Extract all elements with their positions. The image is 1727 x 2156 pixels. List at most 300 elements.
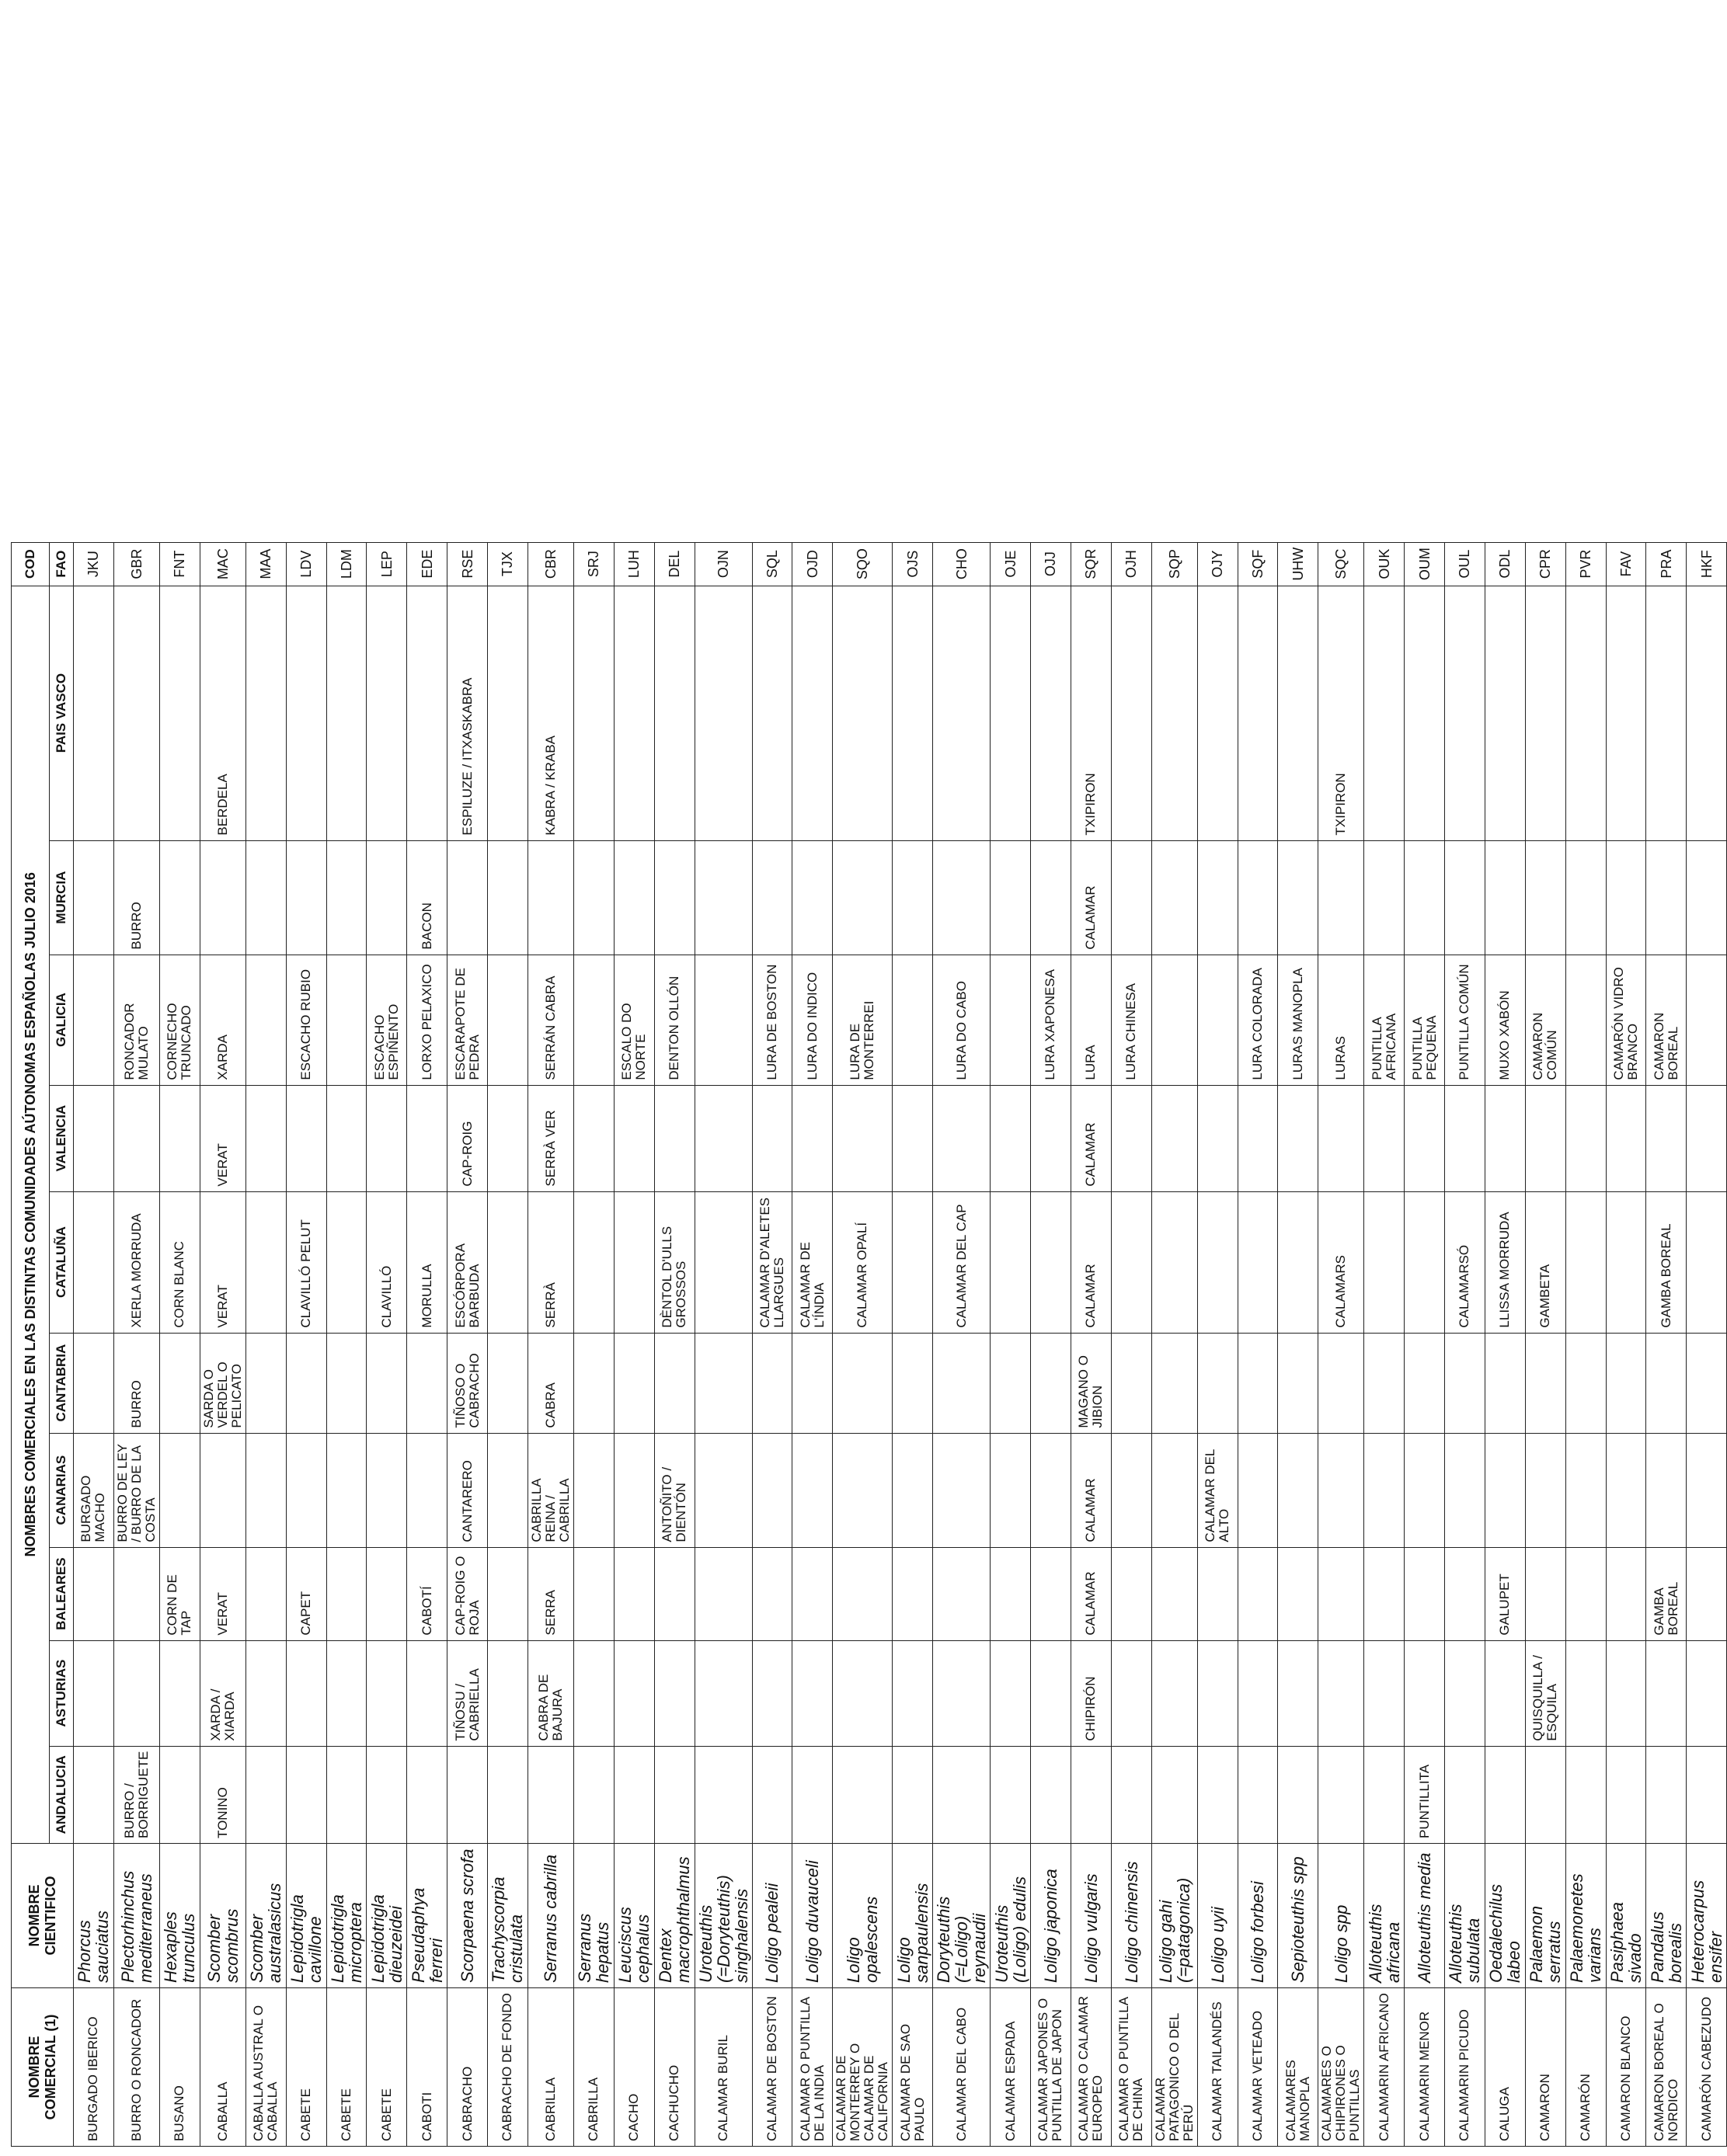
region-name-cell	[1031, 1085, 1071, 1191]
region-name-cell	[326, 1433, 367, 1547]
fao-code-cell: PRA	[1646, 542, 1687, 586]
header-regions-group: NOMBRES COMERCIALES EN LAS DISTINTAS COMUNIDADES AÚTONOMAS ESPAÑOLAS JULIO 2016	[12, 586, 50, 1843]
region-name-cell	[752, 1433, 792, 1547]
common-name-cell: CALAMARES O CHIPIRONES O PUNTILLAS	[1318, 1988, 1364, 2147]
fao-code-cell: SQF	[1238, 542, 1278, 586]
region-name-cell	[1445, 1333, 1485, 1433]
scientific-name-cell: Doryteuthis (=Loligo) reynaudii	[933, 1844, 991, 1988]
fao-code-cell: UHW	[1278, 542, 1318, 586]
region-name-cell	[245, 1746, 286, 1843]
region-name-cell	[326, 1085, 367, 1191]
table-body	[74, 542, 1727, 2146]
common-name-cell: CABETE	[367, 1988, 407, 2147]
region-name-cell	[113, 1085, 159, 1191]
common-name-cell: CABOTI	[407, 1988, 447, 2147]
region-name-cell	[367, 1640, 407, 1746]
region-name-cell	[159, 586, 200, 840]
region-name-cell	[752, 1640, 792, 1746]
region-name-cell	[752, 1085, 792, 1191]
scientific-name-cell: Alloteuthis media	[1405, 1844, 1445, 1988]
fao-code-cell: OUM	[1405, 542, 1445, 586]
common-name-cell: CAMARON BLANCO	[1606, 1988, 1646, 2147]
common-name-cell: CALAMAR TAILANDÉS	[1197, 1988, 1238, 2147]
header-region-7: GALICIA	[50, 955, 74, 1085]
region-name-cell: CORN DE TAP	[159, 1547, 200, 1640]
table-row	[1565, 542, 1606, 2146]
region-name-cell	[1646, 1746, 1687, 1843]
region-name-cell	[1364, 840, 1405, 955]
region-name-cell	[447, 1746, 488, 1843]
common-name-cell: BURRO O RONCADOR	[113, 1988, 159, 2147]
region-name-cell	[1278, 586, 1318, 840]
table-row	[74, 542, 114, 2146]
region-name-cell	[159, 1746, 200, 1843]
fao-code-cell: SQR	[1071, 542, 1111, 586]
region-name-cell	[1151, 1191, 1197, 1333]
table-row	[991, 542, 1031, 2146]
region-name-cell	[573, 1640, 614, 1746]
region-name-cell	[1687, 1547, 1727, 1640]
fao-code-cell: EDE	[407, 542, 447, 586]
region-name-cell	[792, 1547, 833, 1640]
header-fao: FAO	[50, 542, 74, 586]
region-name-cell	[159, 1433, 200, 1547]
region-name-cell	[1364, 1085, 1405, 1191]
region-name-cell	[1197, 1191, 1238, 1333]
region-name-cell: CALAMAR	[1071, 1085, 1111, 1191]
scientific-name-cell: Lepidotrigla dieuzeidei	[367, 1844, 407, 1988]
fao-code-cell: SQP	[1151, 542, 1197, 586]
region-name-cell	[1111, 1433, 1151, 1547]
fao-code-cell: MAC	[200, 542, 245, 586]
region-name-cell	[1364, 586, 1405, 840]
region-name-cell	[367, 1433, 407, 1547]
region-name-cell	[614, 840, 654, 955]
region-name-cell	[1278, 1640, 1318, 1746]
scientific-name-cell: Loligo spp	[1318, 1844, 1364, 1988]
common-name-cell: CALAMAR BURIL	[695, 1988, 752, 2147]
region-name-cell	[1687, 1433, 1727, 1547]
header-region-3: CANARIAS	[50, 1433, 74, 1547]
region-name-cell	[752, 586, 792, 840]
region-name-cell	[1405, 1191, 1445, 1333]
region-name-cell: DÈNTOL D'ULLS GROSSOS	[654, 1191, 695, 1333]
fao-code-cell: OJE	[991, 542, 1031, 586]
table-row	[1364, 542, 1405, 2146]
region-name-cell	[792, 1640, 833, 1746]
table-row	[1238, 542, 1278, 2146]
common-name-cell: BUSANO	[159, 1988, 200, 2147]
region-name-cell	[1525, 1333, 1565, 1433]
region-name-cell	[286, 1433, 326, 1547]
scientific-name-cell: Loligo vulgaris	[1071, 1844, 1111, 1988]
fao-code-cell: RSE	[447, 542, 488, 586]
region-name-cell	[1318, 840, 1364, 955]
table-row	[286, 542, 326, 2146]
common-name-cell: CALAMAR O PUNTILLA DE CHINA	[1111, 1988, 1151, 2147]
region-name-cell: CALAMAR DEL ALTO	[1197, 1433, 1238, 1547]
common-name-cell: CALAMAR O CALAMAR EUROPEO	[1071, 1988, 1111, 2147]
common-name-cell: CABETE	[286, 1988, 326, 2147]
region-name-cell	[407, 1085, 447, 1191]
region-name-cell: PUNTILLA AFRICANA	[1364, 955, 1405, 1085]
region-name-cell: LURA XAPONESA	[1031, 955, 1071, 1085]
region-name-cell	[933, 1547, 991, 1640]
region-name-cell	[245, 1547, 286, 1640]
region-name-cell	[695, 1746, 752, 1843]
scientific-name-cell: Loligo chinensis	[1111, 1844, 1151, 1988]
region-name-cell	[1445, 1547, 1485, 1640]
region-name-cell	[74, 1746, 114, 1843]
common-name-cell: CALAMAR JAPONES O PUNTILLA DE JAPON	[1031, 1988, 1071, 2147]
region-name-cell	[1445, 840, 1485, 955]
table-row	[1606, 542, 1646, 2146]
region-name-cell: CORN BLANC	[159, 1191, 200, 1333]
region-name-cell: BURGADO MACHO	[74, 1433, 114, 1547]
header-region-0: ANDALUCIA	[50, 1746, 74, 1843]
table-row	[159, 542, 200, 2146]
region-name-cell	[933, 840, 991, 955]
region-name-cell	[1565, 1433, 1606, 1547]
region-name-cell: GAMBA BOREAL	[1646, 1547, 1687, 1640]
region-name-cell: MORULLA	[407, 1191, 447, 1333]
region-name-cell	[1197, 1640, 1238, 1746]
region-name-cell	[752, 840, 792, 955]
region-name-cell	[1445, 1085, 1485, 1191]
region-name-cell: PUNTILLA COMÚN	[1445, 955, 1485, 1085]
region-name-cell	[245, 1085, 286, 1191]
region-name-cell	[1445, 586, 1485, 840]
region-name-cell	[1071, 1746, 1111, 1843]
scientific-name-cell: Scomber scombrus	[200, 1844, 245, 1988]
region-name-cell: ANTOÑITO / DIENTÓN	[654, 1433, 695, 1547]
region-name-cell: VERAT	[200, 1191, 245, 1333]
fao-code-cell: PVR	[1565, 542, 1606, 586]
region-name-cell: ESCALO DO NORTE	[614, 955, 654, 1085]
region-name-cell	[245, 1333, 286, 1433]
region-name-cell	[1031, 1333, 1071, 1433]
region-name-cell: DENTON OLLÓN	[654, 955, 695, 1085]
region-name-cell: CLAVILLÓ	[367, 1191, 407, 1333]
region-name-cell: CALAMARS	[1318, 1191, 1364, 1333]
region-name-cell	[1606, 1085, 1646, 1191]
region-name-cell	[488, 1333, 528, 1433]
region-name-cell	[1031, 840, 1071, 955]
common-name-cell: CABRACHO DE FONDO	[488, 1988, 528, 2147]
region-name-cell	[933, 1640, 991, 1746]
common-name-cell: CAMARON BOREAL O NORDICO	[1646, 1988, 1687, 2147]
scientific-name-cell: Hexaples trunculus	[159, 1844, 200, 1988]
region-name-cell	[893, 955, 933, 1085]
region-name-cell	[1646, 840, 1687, 955]
region-name-cell: SERRÁN CABRA	[528, 955, 573, 1085]
region-name-cell: CABRA	[528, 1333, 573, 1433]
region-name-cell	[367, 1746, 407, 1843]
region-name-cell	[1364, 1333, 1405, 1433]
region-name-cell	[1485, 1085, 1525, 1191]
region-name-cell	[1565, 1547, 1606, 1640]
common-name-cell: CALAMARES MANOPLA	[1278, 1988, 1318, 2147]
region-name-cell	[74, 840, 114, 955]
region-name-cell	[1031, 1433, 1071, 1547]
region-name-cell	[113, 586, 159, 840]
scientific-name-cell: Heterocarpus ensifer	[1687, 1844, 1727, 1988]
region-name-cell	[614, 1640, 654, 1746]
region-name-cell	[1278, 1746, 1318, 1843]
region-name-cell	[991, 1433, 1031, 1547]
region-name-cell	[1238, 1085, 1278, 1191]
region-name-cell: ESCACHO ESPIÑENTO	[367, 955, 407, 1085]
scientific-name-cell: Loligo sanpaulensis	[893, 1844, 933, 1988]
region-name-cell	[991, 1746, 1031, 1843]
region-name-cell	[74, 1085, 114, 1191]
region-name-cell: TIÑOSU / CABRIELLA	[447, 1640, 488, 1746]
common-name-cell: CAMARON	[1525, 1988, 1565, 2147]
scientific-name-cell: Alloteuthis subulata	[1445, 1844, 1485, 1988]
table-row	[1445, 542, 1485, 2146]
region-name-cell	[1031, 1547, 1071, 1640]
region-name-cell	[1565, 955, 1606, 1085]
header-region-1: ASTURIAS	[50, 1640, 74, 1746]
region-name-cell	[573, 955, 614, 1085]
region-name-cell: GAMBA BOREAL	[1646, 1191, 1687, 1333]
region-name-cell	[488, 1433, 528, 1547]
region-name-cell	[1111, 1085, 1151, 1191]
region-name-cell: CALAMAR DE L'ÍNDIA	[792, 1191, 833, 1333]
fao-code-cell: OUK	[1364, 542, 1405, 586]
region-name-cell	[695, 1640, 752, 1746]
region-name-cell	[113, 1547, 159, 1640]
region-name-cell: CORNECHO TRUNCADO	[159, 955, 200, 1085]
region-name-cell	[1646, 1433, 1687, 1547]
region-name-cell	[933, 1433, 991, 1547]
region-name-cell	[573, 840, 614, 955]
region-name-cell	[1565, 1191, 1606, 1333]
region-name-cell	[991, 1085, 1031, 1191]
table-row	[528, 542, 573, 2146]
region-name-cell	[1278, 1333, 1318, 1433]
region-name-cell: XERLA MORRUDA	[113, 1191, 159, 1333]
region-name-cell	[893, 1085, 933, 1191]
region-name-cell	[614, 1085, 654, 1191]
region-name-cell	[159, 1085, 200, 1191]
region-name-cell	[1687, 1746, 1727, 1843]
region-name-cell	[1687, 1640, 1727, 1746]
region-name-cell	[933, 586, 991, 840]
region-name-cell	[695, 955, 752, 1085]
region-name-cell	[367, 1333, 407, 1433]
region-name-cell	[1318, 1433, 1364, 1547]
region-name-cell	[1646, 1640, 1687, 1746]
region-name-cell	[1687, 586, 1727, 840]
common-name-cell: CALAMAR VETEADO	[1238, 1988, 1278, 2147]
common-name-cell: CACHUCHO	[654, 1988, 695, 2147]
region-name-cell	[933, 1746, 991, 1843]
region-name-cell	[1238, 1547, 1278, 1640]
fao-code-cell: GBR	[113, 542, 159, 586]
region-name-cell	[654, 1085, 695, 1191]
table-row	[367, 542, 407, 2146]
table-row	[654, 542, 695, 2146]
fao-code-cell: FAV	[1606, 542, 1646, 586]
region-name-cell	[286, 1640, 326, 1746]
region-name-cell: CALAMAR	[1071, 840, 1111, 955]
scientific-name-cell: Serranus cabrilla	[528, 1844, 573, 1988]
region-name-cell	[1485, 1640, 1525, 1746]
region-name-cell	[1111, 1191, 1151, 1333]
region-name-cell: LURA DO CABO	[933, 955, 991, 1085]
table-row	[1405, 542, 1445, 2146]
region-name-cell	[245, 586, 286, 840]
fao-code-cell: OJY	[1197, 542, 1238, 586]
scientific-name-cell: Lepidotrigla microptera	[326, 1844, 367, 1988]
region-name-cell	[407, 586, 447, 840]
region-name-cell	[245, 840, 286, 955]
region-name-cell	[833, 1085, 893, 1191]
region-name-cell: BACON	[407, 840, 447, 955]
region-name-cell	[1238, 1640, 1278, 1746]
region-name-cell	[833, 1433, 893, 1547]
region-name-cell: CANTARERO	[447, 1433, 488, 1547]
region-name-cell	[407, 1640, 447, 1746]
region-name-cell: LLISSA MORRUDA	[1485, 1191, 1525, 1333]
header-region-4: CANTABRIA	[50, 1333, 74, 1433]
region-name-cell: SERRA	[528, 1547, 573, 1640]
region-name-cell: TXIPIRON	[1071, 586, 1111, 840]
fao-code-cell: CBR	[528, 542, 573, 586]
region-name-cell	[893, 586, 933, 840]
scientific-name-cell: Uroteuthis (=Doryteuthis) singhalensis	[695, 1844, 752, 1988]
region-name-cell	[1606, 1191, 1646, 1333]
fao-code-cell: CHO	[933, 542, 991, 586]
fao-code-cell: OJH	[1111, 542, 1151, 586]
region-name-cell	[488, 1191, 528, 1333]
region-name-cell	[245, 955, 286, 1085]
region-name-cell	[286, 1085, 326, 1191]
region-name-cell	[1278, 1433, 1318, 1547]
scientific-name-cell: Pandalus borealis	[1646, 1844, 1687, 1988]
region-name-cell	[367, 1547, 407, 1640]
common-name-cell: CABRACHO	[447, 1988, 488, 2147]
region-name-cell	[1646, 1085, 1687, 1191]
region-name-cell	[991, 1333, 1031, 1433]
region-name-cell	[1565, 586, 1606, 840]
region-name-cell	[1606, 1640, 1646, 1746]
region-name-cell: BURRO / BORRIGUETE	[113, 1746, 159, 1843]
region-name-cell	[159, 840, 200, 955]
table-row	[488, 542, 528, 2146]
table-row	[1318, 542, 1364, 2146]
region-name-cell	[1197, 840, 1238, 955]
region-name-cell	[286, 586, 326, 840]
region-name-cell	[1565, 1333, 1606, 1433]
region-name-cell	[447, 840, 488, 955]
table-row	[933, 542, 991, 2146]
region-name-cell	[991, 955, 1031, 1085]
region-name-cell	[326, 955, 367, 1085]
region-name-cell: LURAS	[1318, 955, 1364, 1085]
region-name-cell	[792, 1433, 833, 1547]
header-region-5: CATALUÑA	[50, 1191, 74, 1333]
region-name-cell	[991, 586, 1031, 840]
region-name-cell	[933, 1085, 991, 1191]
region-name-cell	[614, 1333, 654, 1433]
region-name-cell	[1646, 586, 1687, 840]
region-name-cell	[573, 1746, 614, 1843]
region-name-cell	[833, 840, 893, 955]
region-name-cell	[1687, 1333, 1727, 1433]
region-name-cell	[326, 1547, 367, 1640]
region-name-cell	[614, 1433, 654, 1547]
region-name-cell	[1687, 840, 1727, 955]
fao-code-cell: TJX	[488, 542, 528, 586]
region-name-cell	[1031, 1191, 1071, 1333]
region-name-cell	[614, 586, 654, 840]
region-name-cell	[654, 1333, 695, 1433]
region-name-cell	[1318, 1085, 1364, 1191]
region-name-cell	[74, 1333, 114, 1433]
region-name-cell	[893, 1191, 933, 1333]
region-name-cell: SERRÀ	[528, 1191, 573, 1333]
region-name-cell	[1151, 1640, 1197, 1746]
scientific-name-cell: Serranus hepatus	[573, 1844, 614, 1988]
region-name-cell	[74, 1191, 114, 1333]
region-name-cell	[654, 1640, 695, 1746]
common-name-cell: CALUGA	[1485, 1988, 1525, 2147]
region-name-cell	[1485, 586, 1525, 840]
region-name-cell	[792, 840, 833, 955]
scientific-name-cell: Plectorhinchus mediterraneus	[113, 1844, 159, 1988]
common-name-cell: CABETE	[326, 1988, 367, 2147]
region-name-cell	[1278, 840, 1318, 955]
common-name-cell: CALAMAR DE MONTERREY O CALAMAR DE CALIFORNIA	[833, 1988, 893, 2147]
common-name-cell: CALAMAR DE BOSTON	[752, 1988, 792, 2147]
region-name-cell	[1111, 586, 1151, 840]
region-name-cell	[1485, 1746, 1525, 1843]
region-name-cell	[991, 1640, 1031, 1746]
region-name-cell	[200, 840, 245, 955]
fao-code-cell: DEL	[654, 542, 695, 586]
region-name-cell	[1278, 1085, 1318, 1191]
fao-code-cell: SQO	[833, 542, 893, 586]
scientific-name-cell: Alloteuthis africana	[1364, 1844, 1405, 1988]
species-table	[11, 542, 1727, 2147]
common-name-cell: CALAMAR O PUNTILLA DE LA INDIA	[792, 1988, 833, 2147]
table-row	[200, 542, 245, 2146]
region-name-cell	[1485, 1333, 1525, 1433]
region-name-cell	[488, 840, 528, 955]
table-row	[1278, 542, 1318, 2146]
region-name-cell	[1151, 1085, 1197, 1191]
fao-code-cell: HKF	[1687, 542, 1727, 586]
region-name-cell	[1687, 1191, 1727, 1333]
fao-code-cell: OJN	[695, 542, 752, 586]
scientific-name-cell: Loligo duvauceli	[792, 1844, 833, 1988]
region-name-cell	[74, 1547, 114, 1640]
region-name-cell	[893, 840, 933, 955]
fao-code-cell: OJS	[893, 542, 933, 586]
fao-code-cell: OJJ	[1031, 542, 1071, 586]
region-name-cell	[1151, 955, 1197, 1085]
common-name-cell: CALAMAR ESPADA	[991, 1988, 1031, 2147]
region-name-cell: CAP-ROIG O ROJA	[447, 1547, 488, 1640]
fao-code-cell: SQL	[752, 542, 792, 586]
region-name-cell: QUISQUILLA / ESQUILA	[1525, 1640, 1565, 1746]
common-name-cell: CAMARÓN	[1565, 1988, 1606, 2147]
region-name-cell	[1405, 586, 1445, 840]
scientific-name-cell: Leuciscus cephalus	[614, 1844, 654, 1988]
region-name-cell	[1318, 1333, 1364, 1433]
